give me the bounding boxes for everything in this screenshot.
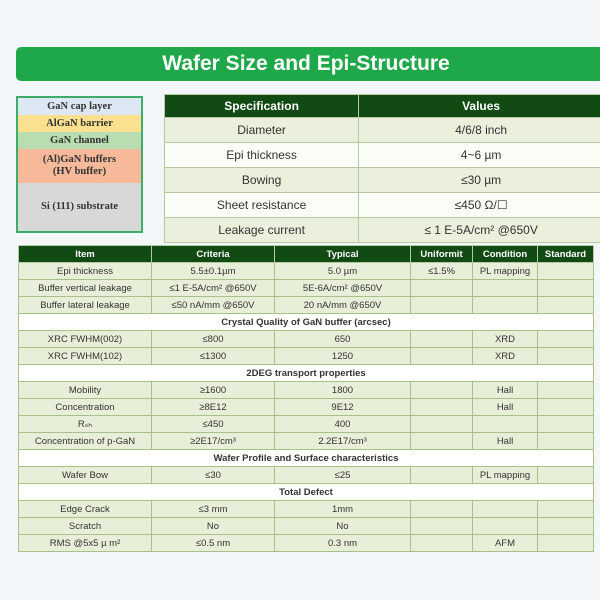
table-cell [411,348,473,365]
table-cell: 0.3 nm [275,535,411,552]
table-row [19,501,594,518]
section-header: Wafer Profile and Surface characteristics [19,450,594,467]
table-row [165,118,600,143]
table-cell: 1mm [275,501,411,518]
section-header: 2DEG transport properties [19,365,594,382]
table-cell [411,280,473,297]
table-cell: PL mapping [473,467,538,484]
table-cell: Leakage current [165,218,359,243]
epi-layer: GaN channel [18,132,141,149]
table-cell: Buffer vertical leakage [19,280,152,297]
table-cell: 5.5±0.1µm [152,263,275,280]
table-cell [411,518,473,535]
column-header: Standard [538,246,594,263]
table-cell [411,382,473,399]
table-cell: Concentration of p-GaN [19,433,152,450]
table-cell: Wafer Bow [19,467,152,484]
table-row [19,331,594,348]
table-cell [538,382,594,399]
column-header: Typical [275,246,411,263]
table-row [165,193,600,218]
table-cell [538,348,594,365]
column-header: Criteria [152,246,275,263]
table-cell [411,331,473,348]
table-cell: Edge Crack [19,501,152,518]
table-cell: Hall [473,433,538,450]
epi-layer: Si (111) substrate [18,183,141,231]
table-cell: 400 [275,416,411,433]
table-cell: XRD [473,331,538,348]
table-cell [411,467,473,484]
section-row [19,314,594,331]
table-row [19,348,594,365]
epi-layer: AlGaN barrier [18,115,141,132]
table-cell: 4/6/8 inch [359,118,600,143]
table-cell [411,501,473,518]
table-row [165,218,600,243]
table-cell [538,297,594,314]
table-cell: 650 [275,331,411,348]
epi-layer: (Al)GaN buffers (HV buffer) [18,149,141,183]
table-cell: ≤450 Ω/☐ [359,193,600,218]
epi-structure-diagram [16,96,143,233]
table-cell [538,280,594,297]
table-row [19,518,594,535]
table-cell [411,535,473,552]
table-cell: ≤0.5 nm [152,535,275,552]
table-row [19,535,594,552]
table-row [19,416,594,433]
table-cell: Sheet resistance [165,193,359,218]
section-row [19,450,594,467]
table-cell: ≤30 µm [359,168,600,193]
table-row [19,297,594,314]
table-cell [411,433,473,450]
table-cell: ≤1300 [152,348,275,365]
table-cell: ≤3 mm [152,501,275,518]
table-cell [538,416,594,433]
table-cell: Rₛₕ [19,416,152,433]
table-row [19,382,594,399]
table-row [165,143,600,168]
column-header: Item [19,246,152,263]
table-cell: AFM [473,535,538,552]
table-cell: ≤50 nA/mm @650V [152,297,275,314]
table-cell: Buffer lateral leakage [19,297,152,314]
table-row [19,263,594,280]
table-cell: 4~6 µm [359,143,600,168]
table-cell: RMS @5x5 µ m² [19,535,152,552]
epi-layer: GaN cap layer [18,98,141,115]
table-cell: ≥2E17/cm³ [152,433,275,450]
table-row [165,168,600,193]
table-cell: Bowing [165,168,359,193]
table-cell: ≤800 [152,331,275,348]
table-cell: ≤450 [152,416,275,433]
column-header: Condition [473,246,538,263]
table-row [19,280,594,297]
table-cell: Concentration [19,399,152,416]
table-cell: Epi thickness [19,263,152,280]
table-cell: Hall [473,399,538,416]
column-header: Specification [165,95,359,118]
table-cell [473,518,538,535]
table-cell: PL mapping [473,263,538,280]
table-cell: 9E12 [275,399,411,416]
page-title: Wafer Size and Epi-Structure [16,47,600,81]
table-cell [411,297,473,314]
table-cell: ≤1 E-5A/cm² @650V [152,280,275,297]
table-cell: Scratch [19,518,152,535]
table-cell: 1250 [275,348,411,365]
table-row [19,399,594,416]
table-cell: No [275,518,411,535]
table-cell [538,263,594,280]
section-row [19,484,594,501]
table-cell [473,501,538,518]
table-cell [411,416,473,433]
table-cell: ≤1.5% [411,263,473,280]
column-header: Uniformit [411,246,473,263]
table-cell: 1800 [275,382,411,399]
section-header: Crystal Quality of GaN buffer (arcsec) [19,314,594,331]
table-cell: XRD [473,348,538,365]
table-cell: 5E-6A/cm² @650V [275,280,411,297]
table-row [19,433,594,450]
table-cell: 5.0 µm [275,263,411,280]
table-cell: XRC FWHM(102) [19,348,152,365]
table-cell: Diameter [165,118,359,143]
table-cell: ≤25 [275,467,411,484]
table-row [19,467,594,484]
table-cell: No [152,518,275,535]
table-cell: Hall [473,382,538,399]
table-cell [538,535,594,552]
table-cell [473,280,538,297]
table-cell [473,297,538,314]
table-cell: XRC FWHM(002) [19,331,152,348]
section-header: Total Defect [19,484,594,501]
table-cell: ≤30 [152,467,275,484]
table-cell: ≤ 1 E-5A/cm² @650V [359,218,600,243]
table-cell: ≥1600 [152,382,275,399]
table-cell [473,416,538,433]
table-cell: ≥8E12 [152,399,275,416]
specification-table [164,94,600,243]
table-cell [538,399,594,416]
table-cell [538,433,594,450]
table-cell: Epi thickness [165,143,359,168]
column-header: Values [359,95,600,118]
detail-specification-table [18,245,594,552]
table-cell: Mobility [19,382,152,399]
section-row [19,365,594,382]
table-cell [538,331,594,348]
table-cell [538,501,594,518]
table-cell [538,467,594,484]
table-cell [538,518,594,535]
table-cell: 2.2E17/cm³ [275,433,411,450]
table-cell [411,399,473,416]
table-cell: 20 nA/mm @650V [275,297,411,314]
